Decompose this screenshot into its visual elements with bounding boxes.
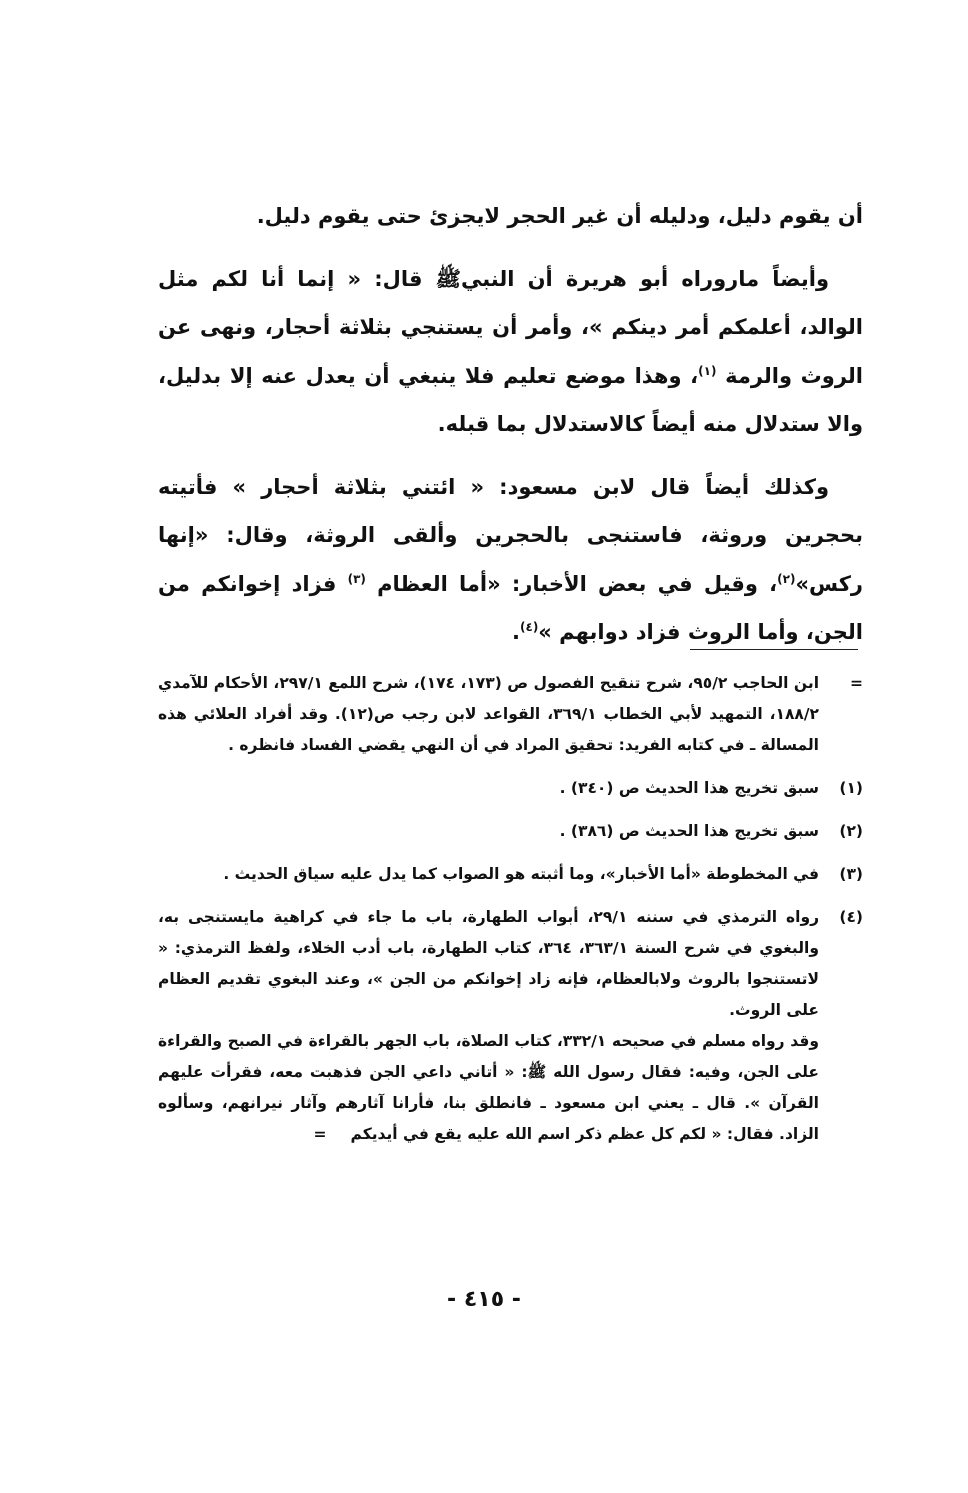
- main-text: [158, 192, 863, 671]
- footnotes: [158, 668, 863, 1162]
- footnote-3: [158, 859, 863, 890]
- paragraph-2-end: ، وهذا موضع تعليم فلا ينبغي أن يعدل عنه إلا بدليل، والا ستدلال منه أيضاً كالاستدلال بما قبله.: [158, 363, 863, 436]
- footnote-1: [158, 773, 863, 804]
- footnote-ref-1[interactable]: (١): [698, 363, 717, 378]
- paragraph-3-text-c: فزاد إخوانكم من الجن، وأما الروث فزاد دوابهم »: [158, 571, 863, 644]
- footnote-2-number: (٢): [839, 822, 863, 840]
- footnote-ref-2[interactable]: (٢): [777, 571, 796, 586]
- paragraph-3-text-d: .: [512, 620, 520, 644]
- footnote-1-number: (١): [839, 779, 863, 797]
- paragraph-2: [158, 255, 863, 449]
- footnote-1-text: سبق تخريج هذا الحديث ص (٣٤٠) .: [559, 779, 819, 797]
- page-number: - ٤١٥ -: [447, 1287, 521, 1312]
- footnote-ref-3[interactable]: (٣): [347, 571, 366, 586]
- footnote-4-text-b: وقد رواه مسلم في صحيحه ٣٣٢/١، كتاب الصلاة، باب الجهر بالقراءة في الصبح والقراءة على الجن، وفيه: فقال رسول الله ﷺ: « أتاني داعي الجن فذهبت معه، فقرأت عليهم القرآن ». قال ـ يعني ابن مسعود ـ فانطلق بنا، فأرانا آثارهم وآثار نيرانهم، وسألوه الزاد. فقال: « لكم كل عظم ذكر اسم الله عليه يقع في أيديكم: [158, 1032, 819, 1143]
- continuation-marker: =: [850, 674, 863, 692]
- footnote-continuation: [158, 668, 863, 761]
- footnote-2: [158, 816, 863, 847]
- footnote-continuation-text: ابن الحاجب ٩٥/٢، شرح تنقيح الفصول ص (١٧٣، ١٧٤)، شرح اللمع ٢٩٧/١، الأحكام للآمدي ١٨٨/٢، التمهيد لأبي الخطاب ٣٦٩/١، القواعد لابن رجب ص(١٢). وقد أفراد العلائي هذه المسالة ـ في كتابه الفريد: تحقيق المراد في أن النهي يقضي الفساد فانظره .: [158, 674, 820, 754]
- footnote-4-body: [158, 902, 819, 1150]
- footnote-separator: [690, 649, 858, 650]
- paragraph-3-text-a: أيضاً قال لابن مسعود: « ائتني بثلاثة أحجار » فأتيته بحجرين وروثة، فاستنجى بالحجرين وألقى الروثة، وقال: «إنها ركس»: [158, 474, 863, 596]
- paragraph-1-text: أن يقوم دليل، ودليله أن غير الحجر لايجزئ حتى يقوم دليل.: [256, 204, 863, 228]
- footnote-3-text: في المخطوطة «أما الأخبار»، وما أثبته هو الصواب كما يدل عليه سياق الحديث .: [223, 865, 819, 883]
- paragraph-1: [158, 192, 863, 241]
- footnote-3-number: (٣): [839, 865, 863, 883]
- footnote-2-text: سبق تخريج هذا الحديث ص (٣٨٦) .: [559, 822, 819, 840]
- footnote-4-text-b-wrap: [158, 1026, 819, 1150]
- footnote-4: [158, 902, 863, 1150]
- paragraph-3-text-b: ، وقيل في بعض الأخبار: «أما العظام: [365, 571, 778, 596]
- paragraph-3: [158, 463, 863, 657]
- footnote-ref-4[interactable]: (٤): [520, 620, 539, 634]
- paragraph-2-text: ماروراه أبو هريرة أن النبيﷺ قال: « إنما أنا لكم مثل الوالد، أعلمكم أمر دينكم »، وأمر أن يستنجي بثلاثة أحجار، ونهى عن الروث والرمة: [158, 266, 863, 388]
- footnote-4-text-a: رواه الترمذي في سننه ٢٩/١، أبواب الطهارة، باب ما جاء في كراهية مايستنجى به، والبغوي في شرح السنة ٣٦٣/١، ٣٦٤، كتاب الطهارة، باب أدب الخلاء، ولفظ الترمذي: « لاتستنجوا بالروث ولابالعظام، فإنه زاد إخوانكم من الجن »، وعند البغوي تقديم العظام على الروث.: [158, 908, 820, 1019]
- continues-marker: =: [313, 1125, 327, 1143]
- footnote-4-number: (٤): [839, 908, 863, 926]
- paragraph-3-keyword: وكذلك: [764, 474, 829, 499]
- paragraph-2-keyword: وأيضاً: [772, 266, 829, 291]
